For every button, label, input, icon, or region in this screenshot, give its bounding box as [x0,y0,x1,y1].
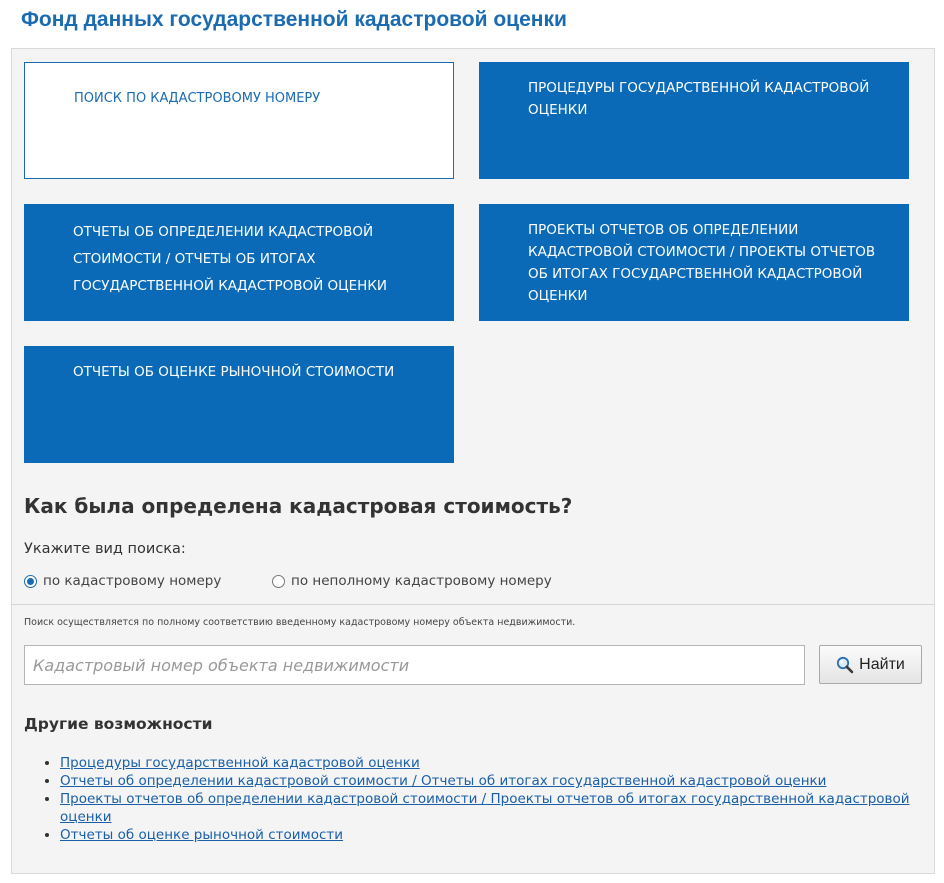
other-options-heading: Другие возможности [24,715,213,733]
list-item [60,754,920,772]
link-assessment-procedures[interactable]: Процедуры государственной кадастровой оценки [60,755,420,771]
radio-full-number[interactable] [24,573,221,589]
search-button[interactable] [819,645,922,684]
page-title: Фонд данных государственной кадастровой оценки [21,8,567,31]
tile-label: ПРОЕКТЫ ОТЧЕТОВ ОБ ОПРЕДЕЛЕНИИ КАДАСТРОВОЙ СТОИМОСТИ / ПРОЕКТЫ ОТЧЕТОВ ОБ ИТОГАХ ГОСУДАРСТВЕННОЙ КАДАСТРОВОЙ ОЦЕНКИ [528,222,876,304]
other-options-list [24,754,920,844]
search-button-label: Найти [859,655,905,673]
cadastral-number-input[interactable] [24,645,805,685]
divider [12,604,934,605]
search-hint: Поиск осуществляется по полному соответствию введенному кадастровому номеру объекта недвижимости. [24,617,576,628]
tile-label: ПРОЦЕДУРЫ ГОСУДАРСТВЕННОЙ КАДАСТРОВОЙ ОЦЕНКИ [528,80,870,118]
search-type-label: Укажите вид поиска: [24,541,186,557]
link-valuation-reports[interactable]: Отчеты об определении кадастровой стоимости / Отчеты об итогах государственной кадастровой оценки [60,773,827,789]
radio-partial-number[interactable] [272,573,552,589]
link-market-value-reports[interactable]: Отчеты об оценке рыночной стоимости [60,827,344,843]
list-item [60,790,920,826]
tile-search-by-cadastral-number[interactable] [24,62,454,179]
tile-valuation-reports[interactable] [24,204,454,321]
tile-label: ОТЧЕТЫ ОБ ОПРЕДЕЛЕНИИ КАДАСТРОВОЙ СТОИМОСТИ / ОТЧЕТЫ ОБ ИТОГАХ ГОСУДАРСТВЕННОЙ КАДАСТРОВОЙ ОЦЕНКИ [73,224,388,294]
radio-unchecked-icon[interactable] [272,575,285,588]
radio-label: по неполному кадастровому номеру [291,573,552,589]
radio-checked-icon[interactable] [24,575,37,588]
tile-label: ОТЧЕТЫ ОБ ОЦЕНКЕ РЫНОЧНОЙ СТОИМОСТИ [73,364,395,380]
tile-label: ПОИСК ПО КАДАСТРОВОМУ НОМЕРУ [74,91,321,106]
link-draft-valuation-reports[interactable]: Проекты отчетов об определении кадастровой стоимости / Проекты отчетов об итогах государственной кадастровой оценки [60,791,910,825]
main-panel [11,48,935,874]
tile-draft-valuation-reports[interactable] [479,204,909,321]
list-item [60,826,920,844]
list-item [60,772,920,790]
magnifier-icon [836,656,854,674]
radio-label: по кадастровому номеру [43,573,222,589]
search-question-heading: Как была определена кадастровая стоимость? [24,494,573,518]
tile-market-value-reports[interactable] [24,346,454,463]
tile-assessment-procedures[interactable] [479,62,909,179]
